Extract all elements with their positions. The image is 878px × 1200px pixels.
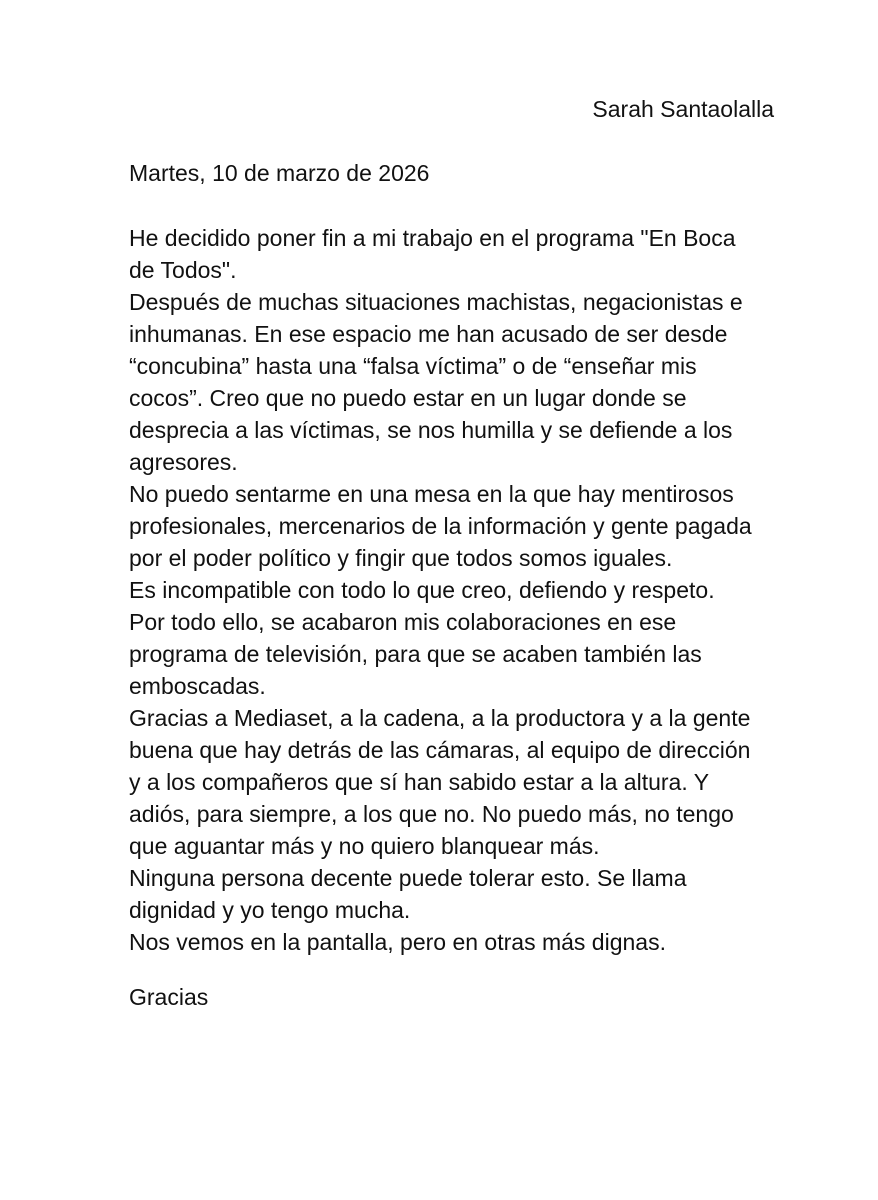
body-line: desprecia a las víctimas, se nos humilla y se defiende a los: [129, 417, 733, 443]
body-line: agresores.: [129, 449, 238, 475]
body-line: “concubina” hasta una “falsa víctima” o de “enseñar mis: [129, 353, 697, 379]
body-line: cocos”. Creo que no puedo estar en un lugar donde se: [129, 385, 687, 411]
body-line: No puedo sentarme en una mesa en la que hay mentirosos: [129, 481, 734, 507]
body-line: y a los compañeros que sí han sabido estar a la altura. Y: [129, 769, 710, 795]
body-line: Nos vemos en la pantalla, pero en otras más dignas.: [129, 929, 666, 955]
body-line: Es incompatible con todo lo que creo, defiendo y respeto.: [129, 577, 715, 603]
body-line: Después de muchas situaciones machistas, negacionistas e: [129, 289, 743, 315]
body-line: adiós, para siempre, a los que no. No puedo más, no tengo: [129, 801, 734, 827]
body-line: Ninguna persona decente puede tolerar esto. Se llama: [129, 865, 687, 891]
body-line: por el poder político y fingir que todos somos iguales.: [129, 545, 673, 571]
body-line: Gracias a Mediaset, a la cadena, a la productora y a la gente: [129, 705, 751, 731]
body-line: Por todo ello, se acabaron mis colaboraciones en ese: [129, 609, 677, 635]
letter-date: Martes, 10 de marzo de 2026: [129, 160, 430, 186]
letter-body: [129, 222, 769, 958]
letter-closing: Gracias: [129, 984, 209, 1010]
body-line: buena que hay detrás de las cámaras, al equipo de dirección: [129, 737, 751, 763]
body-line: profesionales, mercenarios de la información y gente pagada: [129, 513, 752, 539]
author-name: Sarah Santaolalla: [592, 96, 774, 122]
body-line: programa de televisión, para que se acaben también las: [129, 641, 702, 667]
body-line: emboscadas.: [129, 673, 266, 699]
body-line: que aguantar más y no quiero blanquear más.: [129, 833, 600, 859]
body-line: de Todos".: [129, 257, 237, 283]
body-line: inhumanas. En ese espacio me han acusado de ser desde: [129, 321, 728, 347]
body-line: dignidad y yo tengo mucha.: [129, 897, 411, 923]
body-line: He decidido poner fin a mi trabajo en el programa "En Boca: [129, 225, 736, 251]
